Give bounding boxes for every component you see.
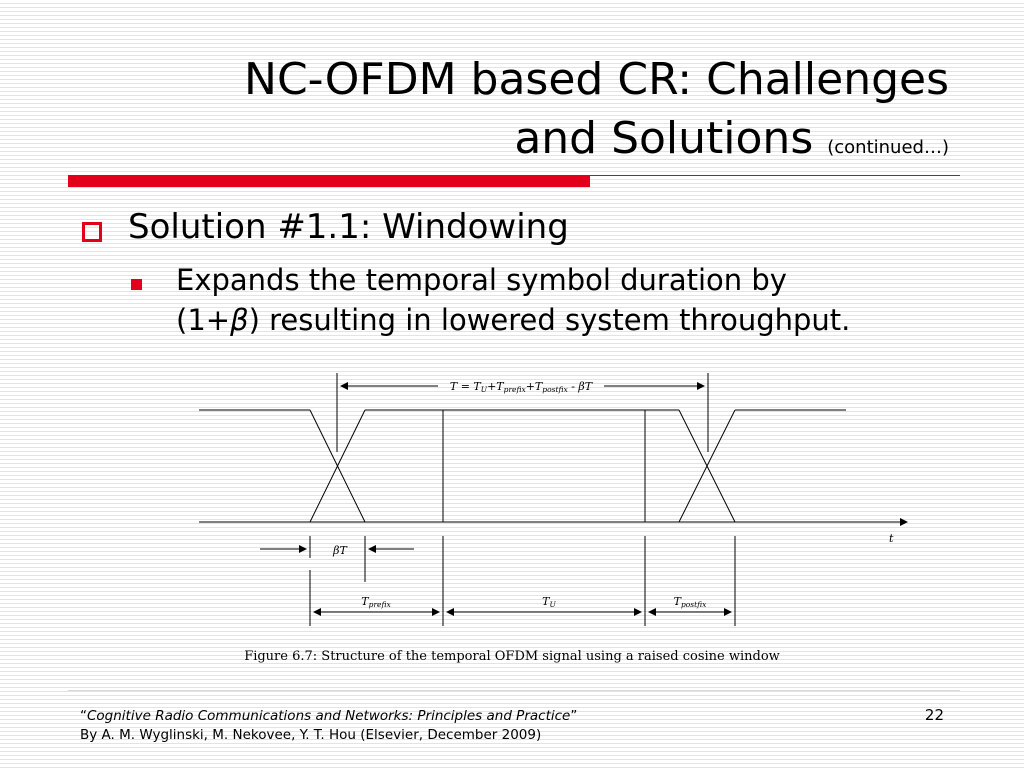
figure-caption: Figure 6.7: Structure of the temporal OFDM signal using a raised cosine window <box>244 649 780 664</box>
title-line-2: and Solutions <box>514 113 814 164</box>
footer-reference-authors: By A. M. Wyglinski, M. Nekovee, Y. T. Hou (Elsevier, December 2009) <box>80 727 542 743</box>
footer-rule <box>68 690 960 691</box>
ofdm-window-figure <box>0 360 1024 680</box>
sub-bullet-open: (1+ <box>176 303 231 337</box>
bullet-solution-windowing: Solution #1.1: Windowing <box>128 207 569 247</box>
footer-reference-title <box>80 708 577 724</box>
sub-bullet-rest: ) resulting in lowered system throughput. <box>248 303 851 337</box>
period-label: T = TU+Tprefix+Tpostfix - βT <box>449 380 593 394</box>
time-axis-label: t <box>889 532 894 545</box>
filled-square-bullet-icon <box>131 279 142 290</box>
tprefix-label: Tprefix <box>361 595 391 609</box>
tu-label: TU <box>542 595 556 609</box>
page-number: 22 <box>924 706 944 724</box>
title-rule-thick <box>68 175 590 187</box>
slide-title <box>244 54 949 105</box>
beta-t-label: βT <box>333 544 347 557</box>
sub-bullet-line-1: Expands the temporal symbol duration by <box>176 263 787 297</box>
title-line-1: NC-OFDM based CR: Challenges <box>244 54 949 105</box>
book-title: Cognitive Radio Communications and Networks: Principles and Practice <box>87 708 571 724</box>
ofdm-window-diagram <box>0 360 1024 680</box>
beta-symbol: β <box>230 303 249 337</box>
close-quote: ” <box>570 708 578 724</box>
title-continued: (continued…) <box>827 137 949 158</box>
tpostfix-label: Tpostfix <box>673 595 707 609</box>
hollow-square-bullet-icon <box>82 222 102 242</box>
slide-title-second-line <box>514 113 949 164</box>
title-rule-thin <box>590 175 960 176</box>
sub-bullet-line-2 <box>176 303 850 337</box>
open-quote: “ <box>80 708 87 724</box>
